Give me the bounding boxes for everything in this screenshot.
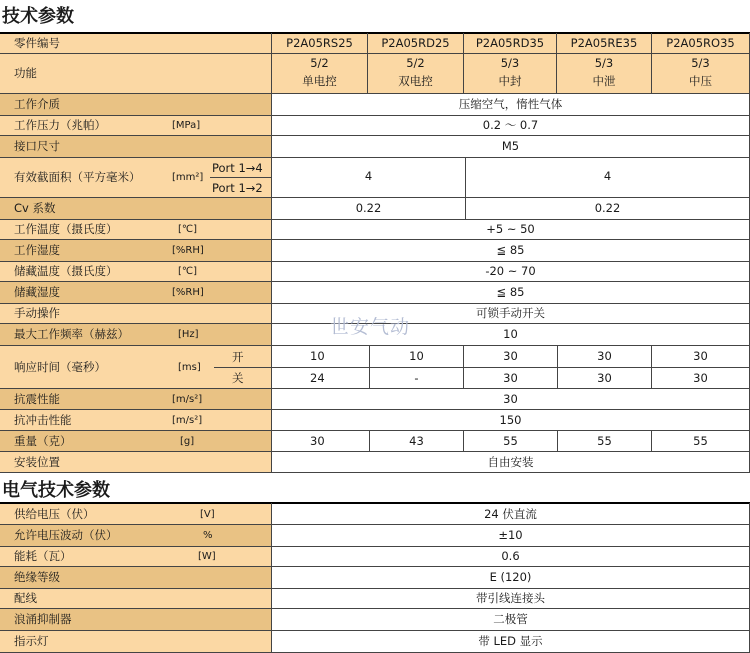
- power-unit: [W]: [198, 551, 216, 562]
- vibration-label: 抗震性能: [14, 392, 60, 406]
- weight-value: 55: [693, 434, 708, 448]
- shock-label: 抗冲击性能: [14, 413, 72, 427]
- mounting-value: 自由安装: [487, 455, 534, 469]
- power-label: 能耗（瓦）: [14, 549, 72, 563]
- response-off-value: 24: [310, 371, 325, 385]
- response-off-value: -: [414, 371, 419, 385]
- flow-area-right: 4: [603, 169, 612, 183]
- response-time-unit: [ms]: [178, 362, 201, 373]
- flow-area-left: 4: [364, 169, 373, 183]
- frequency-label: 最大工作频率（赫兹）: [14, 327, 129, 341]
- weight-label: 重量（克）: [14, 434, 72, 448]
- indicator-label: 指示灯: [14, 634, 49, 648]
- humidity-value: ≦ 85: [496, 243, 525, 257]
- function-label-bg: [0, 53, 271, 93]
- function-port: 5/3: [594, 56, 614, 70]
- function-port: 5/2: [310, 56, 329, 70]
- shock-unit: [m/s²]: [172, 415, 203, 426]
- function-name: 中压: [689, 74, 712, 88]
- response-on-value: 10: [409, 349, 424, 363]
- response-off-value: 30: [693, 371, 708, 385]
- response-on-value: 10: [310, 349, 325, 363]
- function-label: 功能: [14, 66, 37, 80]
- model-header: P2A05RS25: [286, 36, 353, 50]
- pressure-label: 工作压力（兆帕）: [14, 118, 106, 132]
- model-header: P2A05RD25: [381, 36, 450, 50]
- port-size-value: M5: [501, 139, 520, 153]
- voltage-unit: [V]: [200, 509, 215, 520]
- medium-value: 压缩空气，惰性气体: [458, 97, 563, 111]
- storage-humidity-label: 储藏湿度: [14, 285, 60, 299]
- watermark: 世安气动: [330, 316, 411, 338]
- response-off-value: 30: [597, 371, 612, 385]
- function-name: 中泄: [592, 74, 616, 88]
- temp-value: +5 ~ 50: [486, 222, 535, 236]
- temp-unit: [℃]: [178, 224, 198, 235]
- weight-value: 55: [503, 434, 518, 448]
- storage-temp-value: -20 ~ 70: [485, 264, 536, 278]
- tech-section-title: 技术参数: [2, 6, 74, 27]
- storage-humidity-unit: [%RH]: [172, 287, 204, 298]
- function-port: 5/2: [406, 56, 425, 70]
- vibration-unit: [m/s²]: [172, 394, 203, 405]
- flow-area-label: 有效截面积（平方毫米）: [14, 170, 141, 184]
- frequency-value: 10: [503, 327, 518, 341]
- power-value: 0.6: [501, 549, 520, 563]
- response-on-label: 开: [232, 350, 244, 364]
- humidity-label: 工作湿度: [14, 243, 60, 257]
- storage-temp-label: 储藏温度（摄氏度）: [14, 264, 118, 278]
- storage-temp-unit: [℃]: [178, 266, 198, 277]
- cv-label: Cv 系数: [14, 201, 56, 215]
- model-header: P2A05RE35: [570, 36, 638, 50]
- function-name: 双电控: [398, 74, 433, 88]
- insulation-value: E (120): [489, 570, 532, 584]
- vibration-value: 30: [503, 392, 518, 406]
- flow-area-sub-2: Port 1→2: [212, 181, 263, 195]
- response-on-value: 30: [693, 349, 708, 363]
- storage-humidity-value: ≦ 85: [496, 285, 525, 299]
- temp-label: 工作温度（摄氏度）: [14, 222, 118, 236]
- wiring-value: 带引线连接头: [476, 591, 545, 605]
- function-port: 5/3: [500, 56, 520, 70]
- ripple-label: 允许电压波动（伏）: [14, 528, 118, 542]
- function-name: 中封: [498, 74, 522, 88]
- ripple-unit: %: [203, 530, 213, 541]
- weight-unit: [g]: [180, 436, 195, 447]
- voltage-label: 供给电压（伏）: [14, 507, 95, 521]
- pressure-value: 0.2 ～ 0.7: [482, 118, 539, 132]
- surge-label: 浪涌抑制器: [14, 612, 72, 626]
- response-off-label: 关: [232, 371, 244, 385]
- response-on-value: 30: [597, 349, 612, 363]
- pressure-unit: [MPa]: [172, 120, 201, 131]
- shock-value: 150: [499, 413, 522, 427]
- ripple-value: ±10: [498, 528, 523, 542]
- function-port: 5/3: [691, 56, 710, 70]
- weight-value: 55: [597, 434, 612, 448]
- flow-area-unit: [mm²]: [172, 172, 204, 183]
- indicator-value: 带 LED 显示: [478, 634, 543, 648]
- weight-value: 30: [310, 434, 325, 448]
- model-header: P2A05RO35: [666, 36, 735, 50]
- flow-area-sub-1: Port 1→4: [212, 161, 263, 175]
- weight-value: 43: [409, 434, 424, 448]
- elec-section-title: 电气技术参数: [2, 480, 110, 501]
- humidity-unit: [%RH]: [172, 245, 204, 256]
- mounting-label: 安装位置: [14, 455, 60, 469]
- wiring-label: 配线: [14, 591, 37, 605]
- manual-operation-label: 手动操作: [14, 306, 60, 320]
- medium-label: 工作介质: [14, 97, 60, 111]
- port-size-label: 接口尺寸: [14, 139, 60, 153]
- response-off-value: 30: [503, 371, 518, 385]
- function-name: 单电控: [302, 74, 337, 88]
- frequency-unit: [Hz]: [178, 329, 199, 340]
- cv-left: 0.22: [355, 201, 382, 215]
- cv-right: 0.22: [594, 201, 621, 215]
- surge-value: 二极管: [493, 612, 528, 626]
- response-time-label: 响应时间（毫秒）: [14, 360, 106, 374]
- voltage-value: 24 伏直流: [484, 507, 537, 521]
- model-header: P2A05RD35: [475, 36, 545, 50]
- response-on-value: 30: [503, 349, 518, 363]
- manual-operation-value: 可锁手动开关: [476, 306, 545, 320]
- part-number-label: 零件编号: [14, 36, 60, 50]
- insulation-label: 绝缘等级: [14, 570, 60, 584]
